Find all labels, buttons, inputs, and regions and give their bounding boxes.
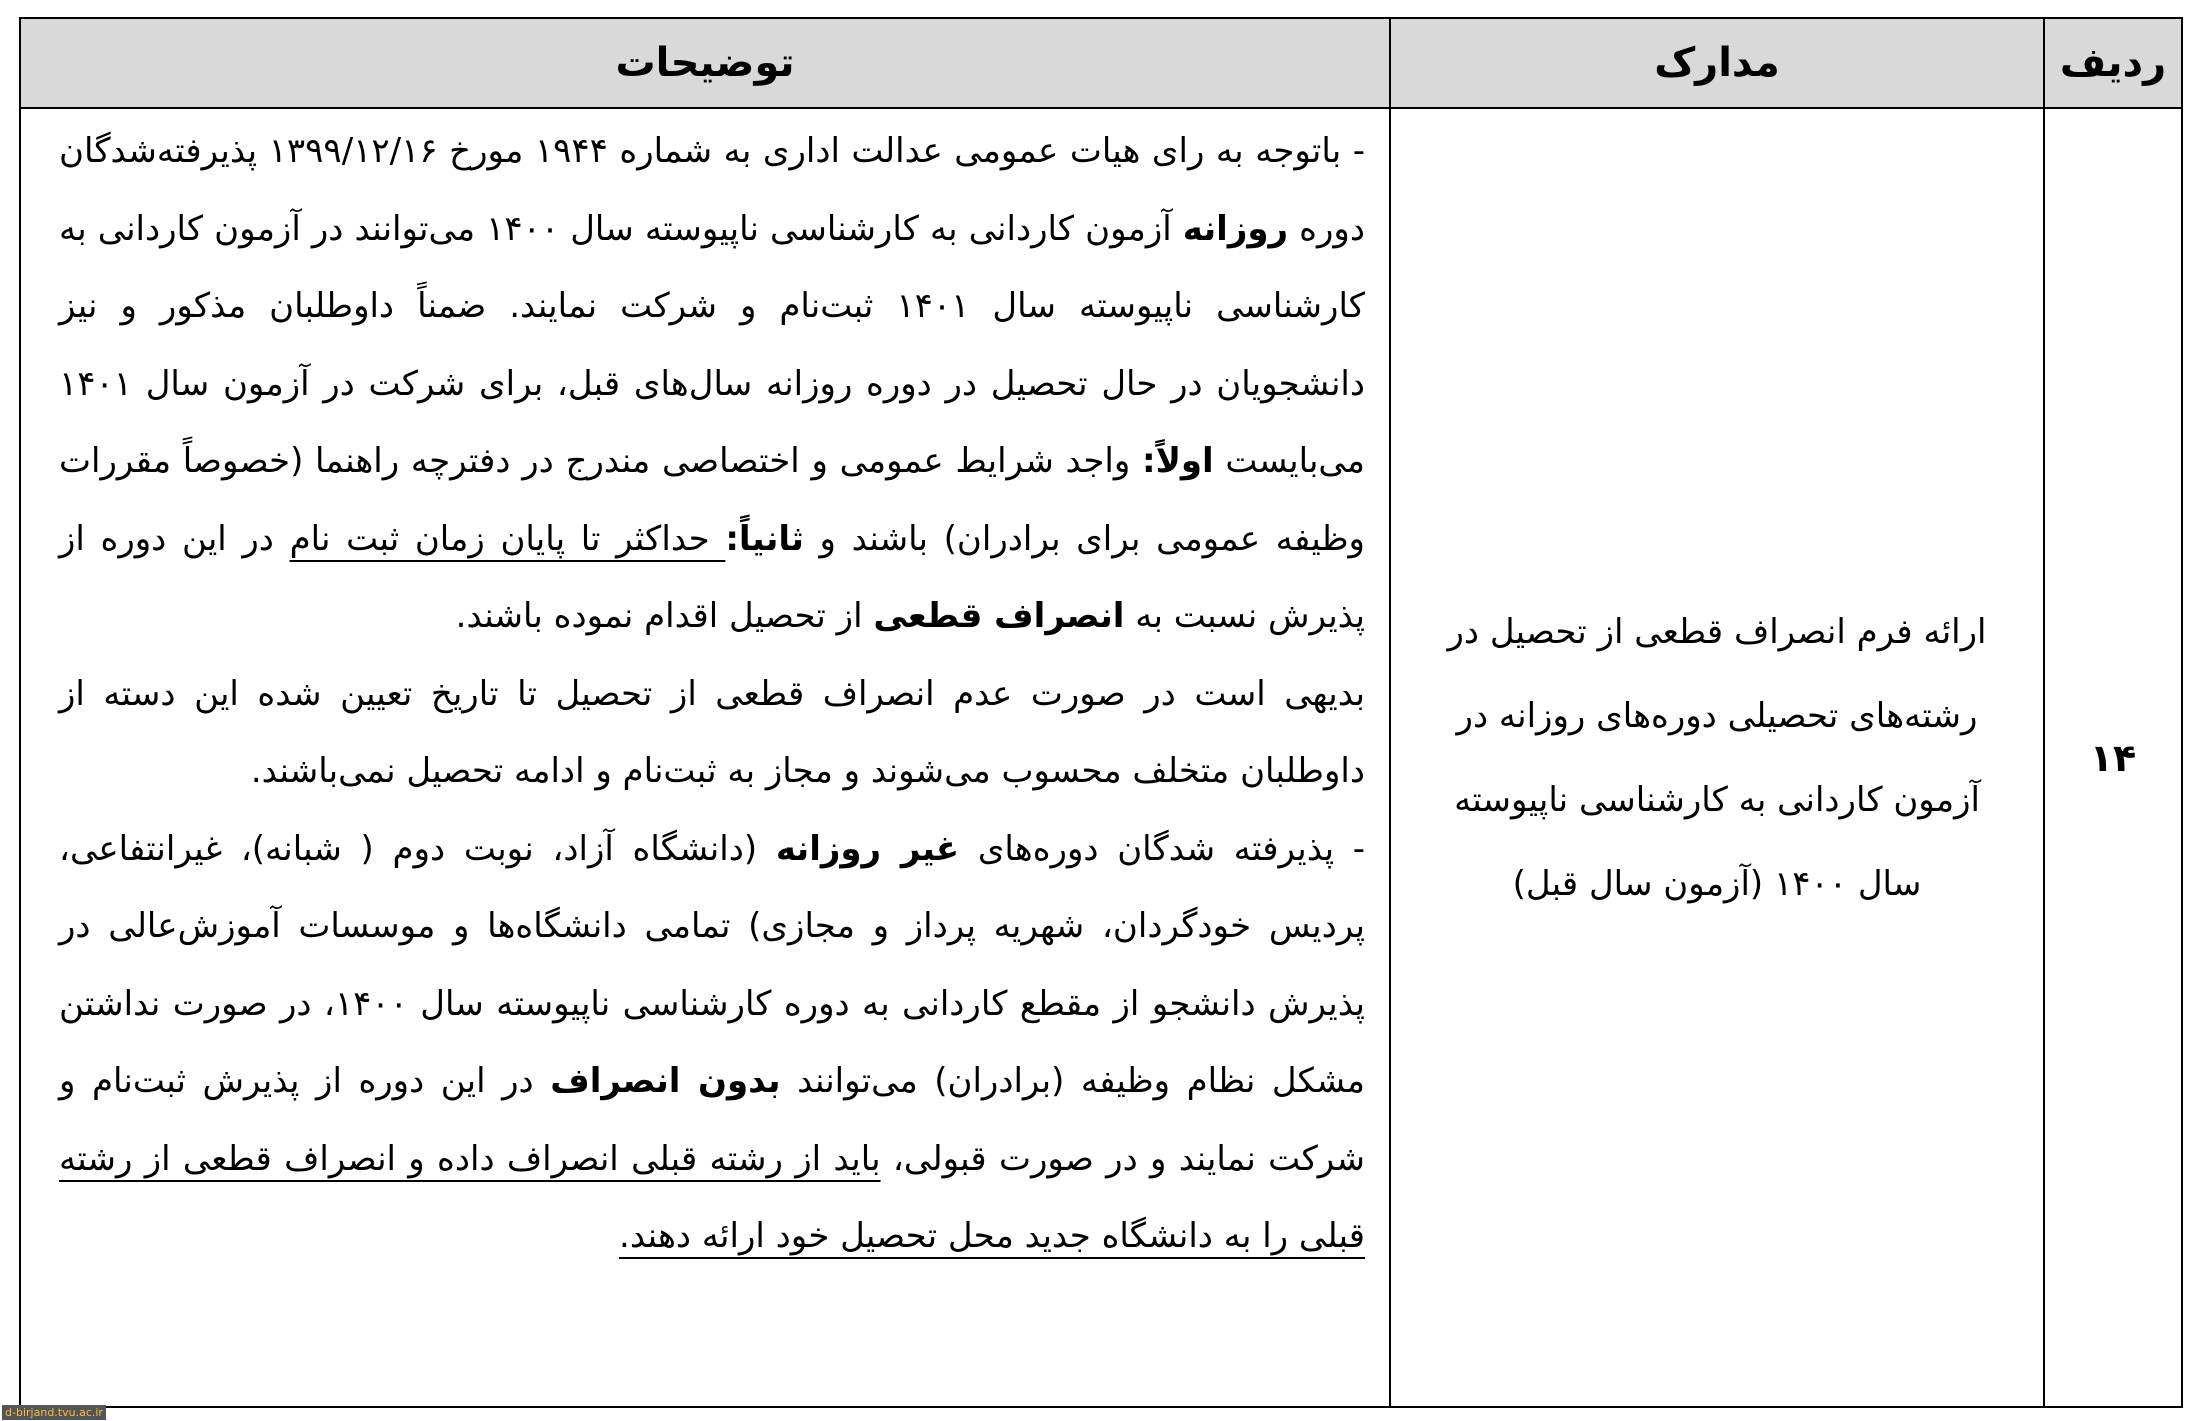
description-paragraph-2: بدیهی است در صورت عدم انصراف قطعی از تحصیل تا تاریخ تعیین شده این دسته از داوطلبان متخلف محسوب می‌شوند و مجاز به ثبت‌نام و ادامه تحصیل نمی‌باشند. bbox=[59, 673, 1365, 791]
bold-firstly: اولاً: bbox=[1142, 441, 1214, 481]
description-paragraph-3 bbox=[59, 811, 1365, 1276]
text-segment: - باتوجه به رای هیات عمومی عدالت اداری به شماره ۱۹۴۴ مورخ ۱۳۹۹/۱۲/۱۶ پذیرفته‌شدگان دوره bbox=[59, 131, 1365, 249]
table-row bbox=[20, 108, 2182, 1407]
table-header-row bbox=[20, 18, 2182, 108]
row-description bbox=[20, 108, 1390, 1407]
underlined-must-withdraw: باید از رشته قبلی انصراف داده و انصراف قطعی از رشته قبلی را به دانشگاه جدید محل تحصیل خود ارائه دهند. bbox=[59, 1138, 1365, 1256]
site-watermark: d-birjand.tvu.ac.ir bbox=[2, 1405, 106, 1420]
text-segment: - پذیرفته شدگان دوره‌های bbox=[959, 828, 1365, 869]
text-segment: از تحصیل اقدام نموده باشند. bbox=[455, 596, 874, 636]
bold-secondly: ثانیاً: bbox=[725, 518, 804, 559]
underlined-deadline: حداکثر تا پایان زمان ثبت نام bbox=[289, 518, 726, 559]
bold-non-daytime: غیر روزانه bbox=[775, 828, 960, 869]
description-paragraph-1 bbox=[59, 113, 1365, 656]
row-documents: ارائه فرم انصراف قطعی از تحصیل در رشته‌های تحصیلی دوره‌های روزانه در آزمون کاردانی به کارشناسی ناپیوسته سال ۱۴۰۰ (آزمون سال قبل) bbox=[1390, 108, 2044, 1407]
row-number: ۱۴ bbox=[2044, 108, 2182, 1407]
text-segment: واجد شرایط عمومی و اختصاصی مندرج در دفترچه راهنما (خصوصاً مقررات وظیفه عمومی برای برادران) باشند و bbox=[59, 441, 1365, 559]
text-segment: (دانشگاه آزاد، نوبت دوم ( شبانه)، غیرانتفاعی، پردیس خودگردان، شهریه پرداز و مجازی) تمامی دانشگاه‌ها و موسسات آموزش‌عالی در پذیرش دانشجو از مقطع کاردانی به دوره کارشناسی ناپیوسته سال ۱۴۰۰، در صورت نداشتن مشکل نظام وظیفه (برادران) می‌توانند bbox=[59, 828, 1366, 1101]
text-segment: در این دوره از پذیرش ثبت‌نام و شرکت نمایند و در صورت قبولی، bbox=[59, 1061, 1365, 1179]
bold-without-withdrawal: بدون انصراف bbox=[550, 1061, 781, 1101]
regulations-table bbox=[19, 17, 2183, 1408]
header-documents: مدارک bbox=[1390, 18, 2044, 108]
bold-daytime: روزانه bbox=[1182, 208, 1289, 249]
text-segment: آزمون کاردانی به کارشناسی ناپیوسته سال ۱۴۰۰ می‌توانند در آزمون کاردانی به کارشناسی ناپیوسته سال ۱۴۰۱ ثبت‌نام و شرکت نمایند. ضمناً داوطلبان مذکور و نیز دانشجویان در حال تحصیل در دوره روزانه سال‌های قبل، برای شرکت در آزمون سال ۱۴۰۱ می‌بایست bbox=[59, 208, 1365, 481]
header-row-number: ردیف bbox=[2044, 18, 2182, 108]
header-description: توضیحات bbox=[20, 18, 1390, 108]
bold-definite-withdrawal: انصراف قطعی bbox=[873, 596, 1125, 636]
text-segment: در این دوره از پذیرش نسبت به bbox=[59, 518, 1365, 636]
